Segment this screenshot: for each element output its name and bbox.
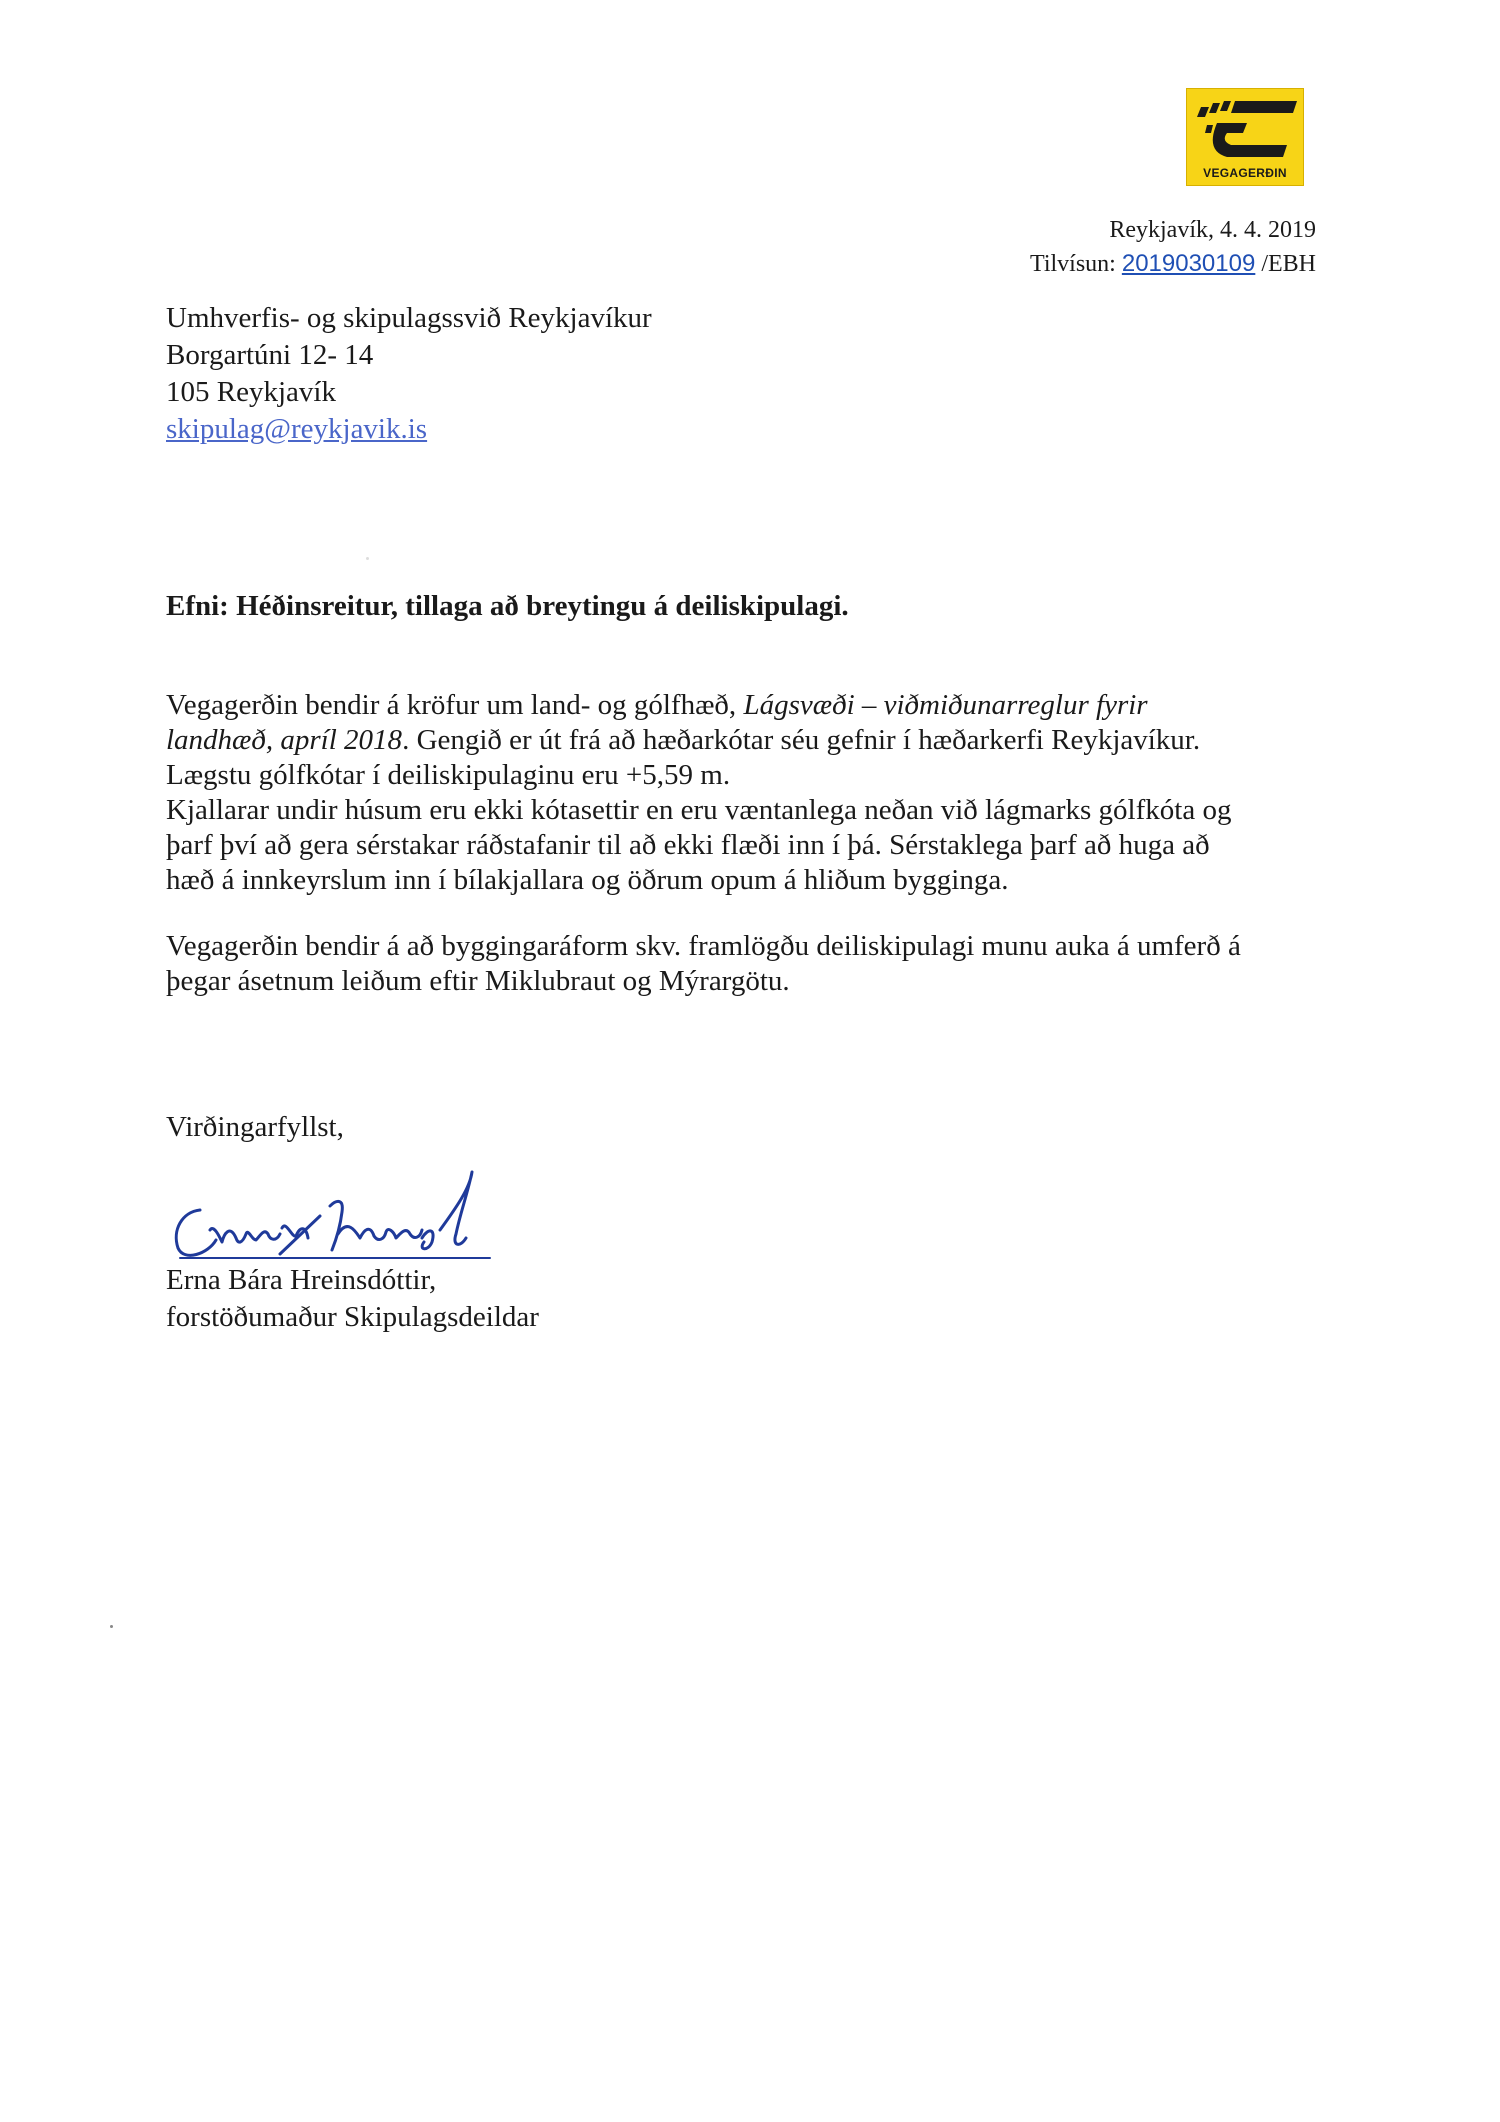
date-line: Reykjavík, 4. 4. 2019 bbox=[1109, 217, 1316, 243]
scan-speck bbox=[366, 557, 369, 560]
paragraph-1-line-5: þarf því að gera sérstakar ráðstafanir til að ekki flæði inn í þá. Sérstaklega þarf að huga að bbox=[166, 829, 1210, 861]
logo-text: VEGAGERÐIN bbox=[1203, 166, 1287, 180]
recipient-name: Umhverfis- og skipulagssvið Reykjavíkur bbox=[166, 302, 652, 334]
paragraph-2-line-2: þegar ásetnum leiðum eftir Miklubraut og Mýrargötu. bbox=[166, 965, 790, 997]
recipient-address bbox=[166, 300, 652, 448]
date-reference-block bbox=[1030, 213, 1316, 281]
recipient-email-link[interactable]: skipulag@reykjavik.is bbox=[166, 413, 428, 445]
paragraph-1-line-3: Lægstu gólfkótar í deiliskipulaginu eru +5,59 m. bbox=[166, 759, 731, 791]
signer-name: Erna Bára Hreinsdóttir, bbox=[166, 1264, 437, 1296]
reference-line bbox=[1030, 247, 1316, 281]
signer-title: forstöðumaður Skipulagsdeildar bbox=[166, 1301, 539, 1333]
paragraph-2-line-1: Vegagerðin bendir á að byggingaráform skv. framlögðu deiliskipulagi munu auka á umferð á bbox=[166, 930, 1241, 962]
text-run: Vegagerðin bendir á kröfur um land- og gólfhæð, bbox=[166, 689, 744, 721]
reference-suffix: /EBH bbox=[1261, 251, 1316, 277]
signer-block bbox=[166, 1262, 539, 1336]
paragraph-1-line-6: hæð á innkeyrslum inn í bílakjallara og öðrum opum á hliðum bygginga. bbox=[166, 864, 1009, 896]
paragraph-1-line-1 bbox=[166, 688, 1316, 723]
scan-speck bbox=[110, 1625, 113, 1628]
letter-body bbox=[166, 688, 1316, 1030]
text-run: . Gengið er út frá að hæðarkótar séu gefnir í hæðarkerfi Reykjavíkur. bbox=[402, 724, 1201, 756]
reference-number-link[interactable]: 2019030109 bbox=[1121, 250, 1256, 277]
subject-line: Efni: Héðinsreitur, tillaga að breytingu á deiliskipulagi. bbox=[166, 590, 849, 622]
paragraph-1-line-4: Kjallarar undir húsum eru ekki kótasettir en eru væntanlega neðan við lágmarks gólfkóta og bbox=[166, 794, 1232, 826]
paragraph-1 bbox=[166, 688, 1316, 898]
vegagerdin-logo bbox=[1186, 88, 1304, 186]
paragraph-2 bbox=[166, 929, 1316, 999]
italic-reference: landhæð, apríl 2018 bbox=[166, 724, 403, 756]
reference-label: Tilvísun: bbox=[1030, 251, 1116, 277]
closing-salutation: Virðingarfyllst, bbox=[166, 1111, 344, 1143]
recipient-street: Borgartúni 12- 14 bbox=[166, 339, 374, 371]
italic-reference: Lágsvæði – viðmiðunarreglur fyrir bbox=[743, 689, 1148, 721]
paragraph-1-line-2 bbox=[166, 723, 1316, 758]
handwritten-signature bbox=[160, 1168, 560, 1268]
recipient-city: 105 Reykjavík bbox=[166, 376, 336, 408]
